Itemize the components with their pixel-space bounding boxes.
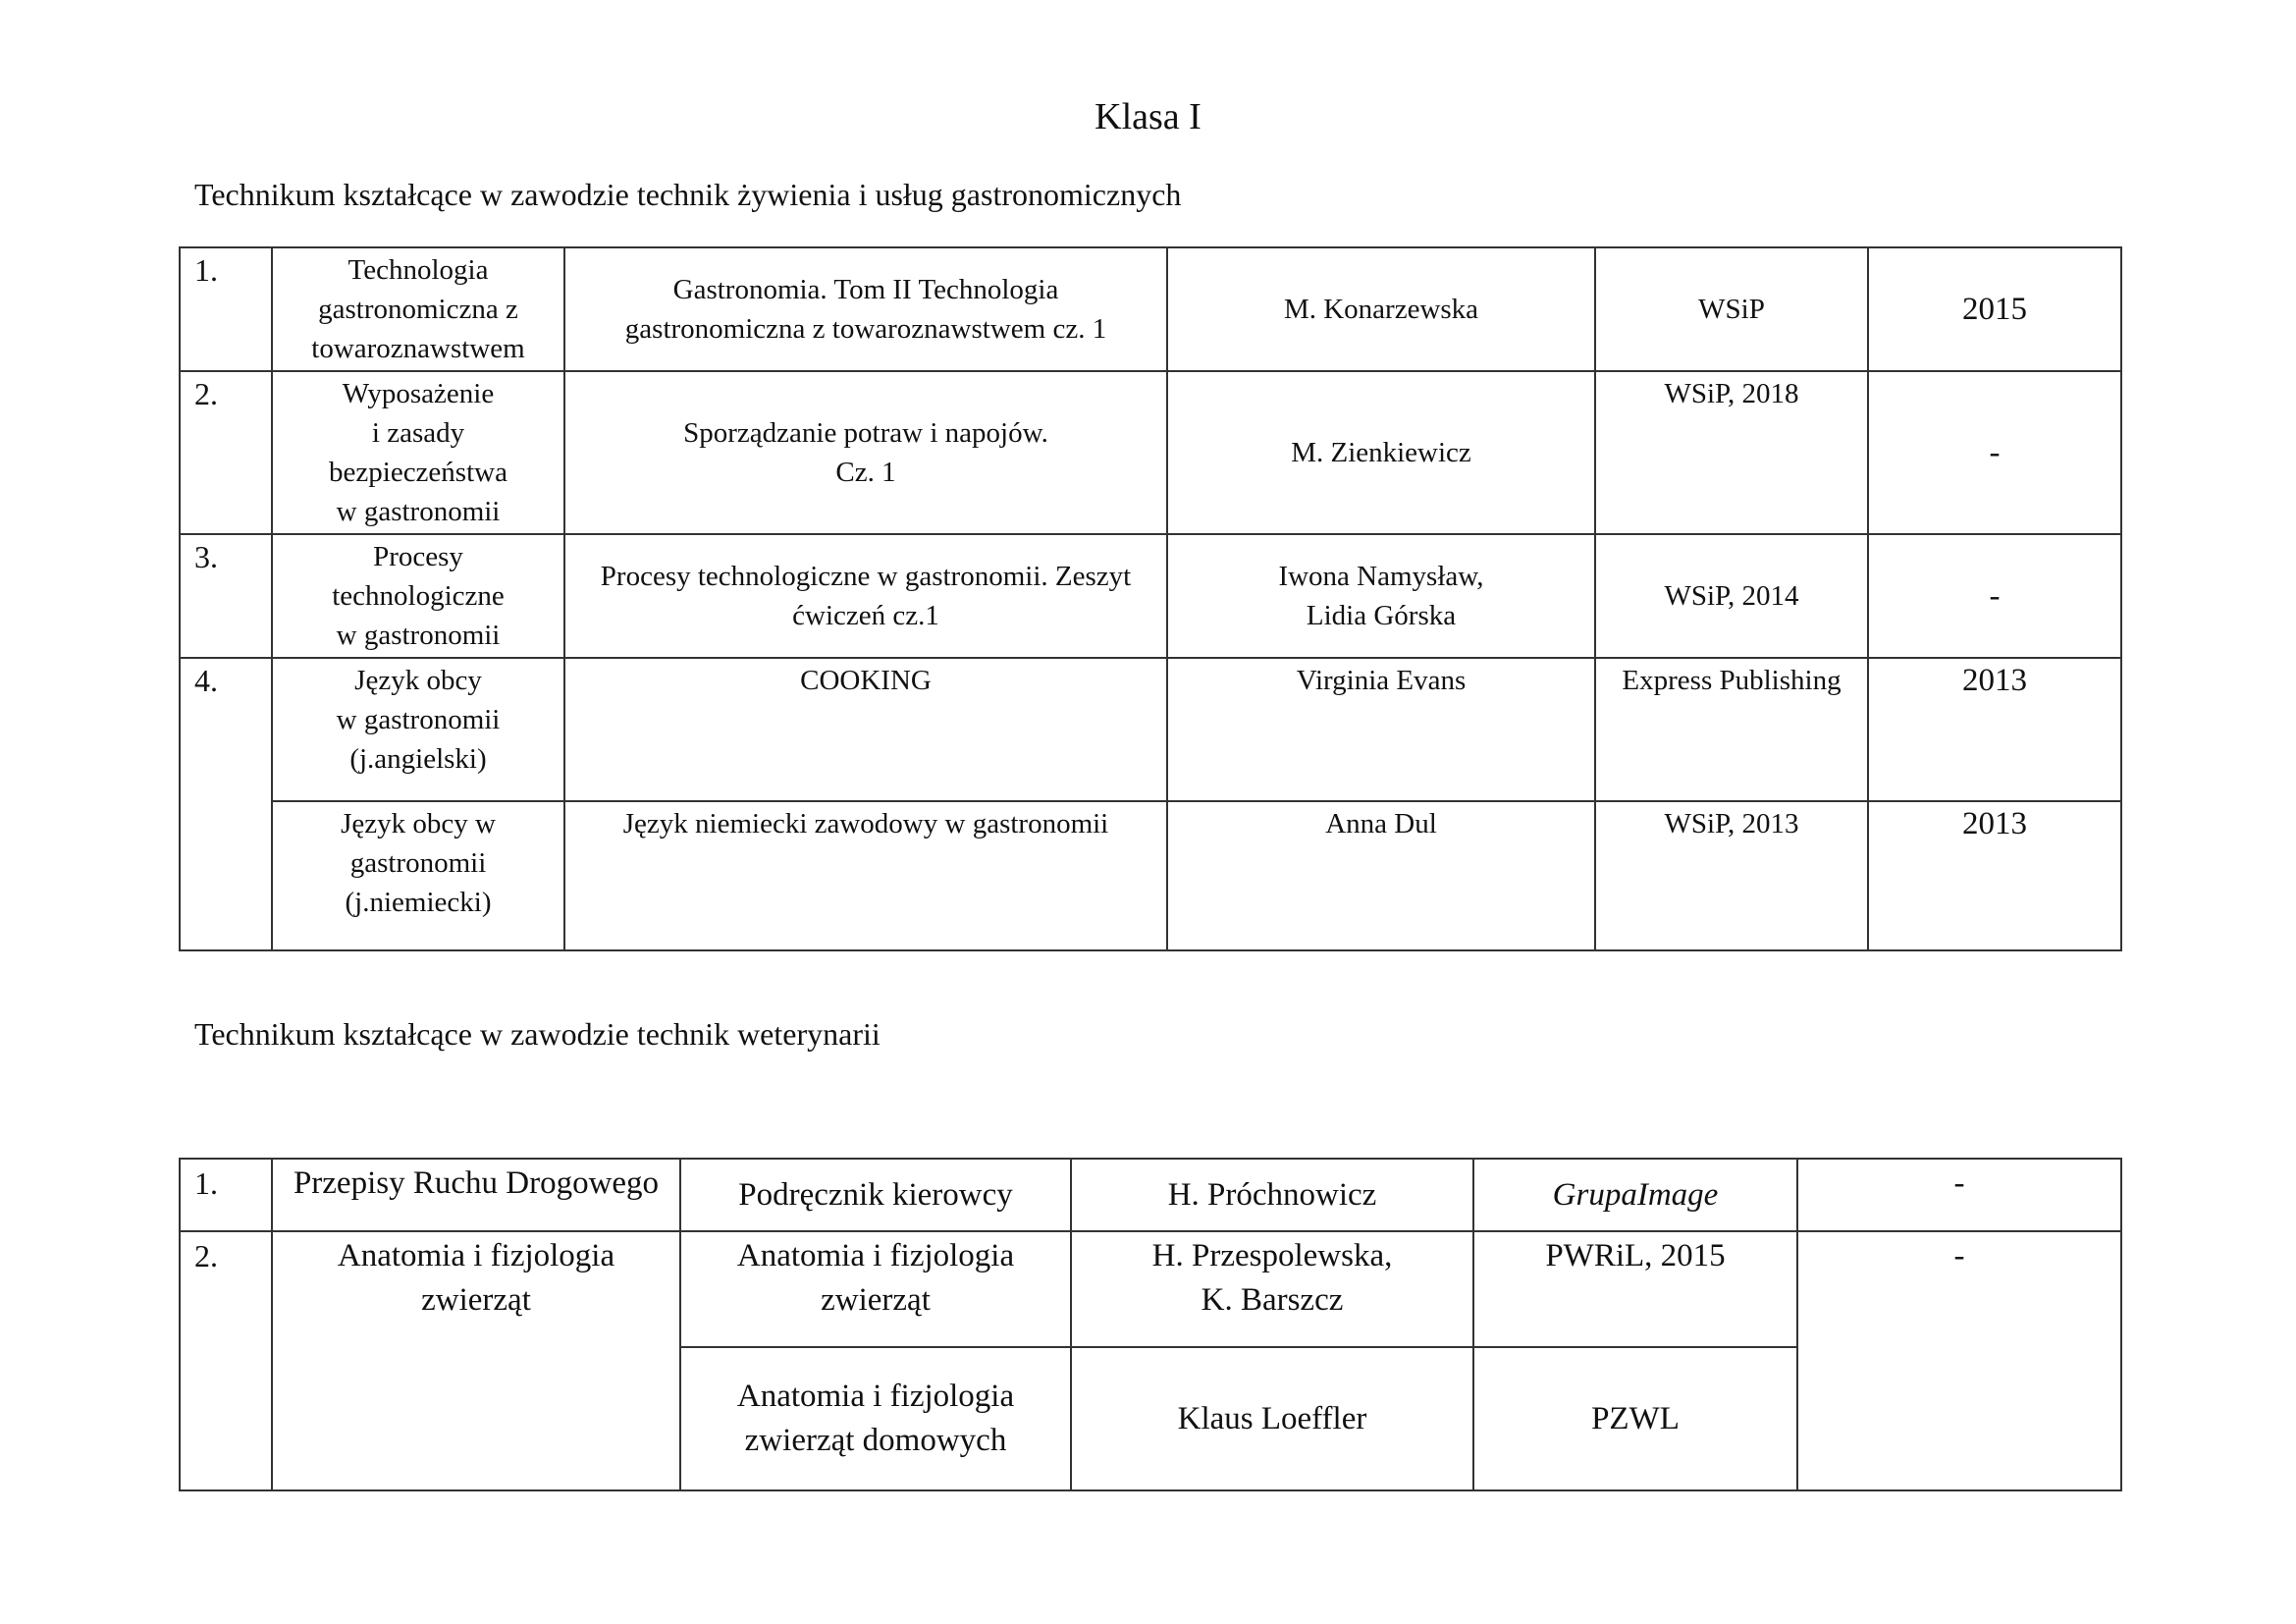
publisher-cell: PZWL — [1473, 1347, 1797, 1490]
book-title-cell: Sporządzanie potraw i napojów. Cz. 1 — [564, 371, 1167, 534]
year-cell: 2015 — [1868, 247, 2121, 371]
author-cell: H. Próchnowicz — [1071, 1159, 1473, 1231]
author-cell: M. Konarzewska — [1167, 247, 1595, 371]
table-row — [180, 1231, 2121, 1347]
table-row — [180, 658, 2121, 801]
year-cell: - — [1868, 371, 2121, 534]
table-row — [180, 801, 2121, 950]
year-cell: 2013 — [1868, 801, 2121, 950]
year-cell: - — [1797, 1159, 2121, 1231]
author-cell: Anna Dul — [1167, 801, 1595, 950]
book-title-cell: Anatomia i fizjologia zwierząt — [680, 1231, 1071, 1347]
page-title: Klasa I — [1095, 96, 1201, 137]
year-cell: - — [1797, 1231, 2121, 1490]
row-number: 3. — [180, 534, 272, 658]
row-number: 1. — [180, 247, 272, 371]
section-title-gastronomy: Technikum kształcące w zawodzie technik żywienia i usług gastronomicznych — [194, 177, 1182, 212]
book-title-cell: Anatomia i fizjologia zwierząt domowych — [680, 1347, 1071, 1490]
textbook-table-gastronomy — [179, 246, 2122, 951]
row-number: 2. — [180, 1231, 272, 1490]
subject-cell: Wyposażenie i zasady bezpieczeństwa w gastronomii — [272, 371, 564, 534]
year-cell: 2013 — [1868, 658, 2121, 801]
publisher-cell: WSiP — [1595, 247, 1868, 371]
table-row — [180, 371, 2121, 534]
subject-cell: Anatomia i fizjologia zwierząt — [272, 1231, 680, 1490]
book-title-cell: Procesy technologiczne w gastronomii. Zeszyt ćwiczeń cz.1 — [564, 534, 1167, 658]
table-row — [180, 247, 2121, 371]
author-cell: Klaus Loeffler — [1071, 1347, 1473, 1490]
subject-cell: Technologia gastronomiczna z towaroznawstwem — [272, 247, 564, 371]
subject-cell: Procesy technologiczne w gastronomii — [272, 534, 564, 658]
book-title-cell: Podręcznik kierowcy — [680, 1159, 1071, 1231]
table-row — [180, 534, 2121, 658]
publisher-cell: WSiP, 2018 — [1595, 371, 1868, 534]
publisher-cell: PWRiL, 2015 — [1473, 1231, 1797, 1347]
table-row — [180, 1159, 2121, 1231]
author-cell: Virginia Evans — [1167, 658, 1595, 801]
row-number: 1. — [180, 1159, 272, 1231]
subject-cell: Przepisy Ruchu Drogowego — [272, 1159, 680, 1231]
row-number: 2. — [180, 371, 272, 534]
author-cell: M. Zienkiewicz — [1167, 371, 1595, 534]
book-title-cell: COOKING — [564, 658, 1167, 801]
author-cell: H. Przespolewska, K. Barszcz — [1071, 1231, 1473, 1347]
publisher-cell: GrupaImage — [1473, 1159, 1797, 1231]
subject-cell: Język obcy w gastronomii (j.angielski) — [272, 658, 564, 801]
publisher-cell: WSiP, 2014 — [1595, 534, 1868, 658]
publisher-cell: Express Publishing — [1595, 658, 1868, 801]
author-cell: Iwona Namysław, Lidia Górska — [1167, 534, 1595, 658]
row-number: 4. — [180, 658, 272, 950]
book-title-cell: Gastronomia. Tom II Technologia gastronomiczna z towaroznawstwem cz. 1 — [564, 247, 1167, 371]
section-title-veterinary: Technikum kształcące w zawodzie technik weterynarii — [194, 1016, 881, 1052]
year-cell: - — [1868, 534, 2121, 658]
textbook-table-veterinary — [179, 1158, 2122, 1491]
publisher-cell: WSiP, 2013 — [1595, 801, 1868, 950]
book-title-cell: Język niemiecki zawodowy w gastronomii — [564, 801, 1167, 950]
subject-cell: Język obcy w gastronomii (j.niemiecki) — [272, 801, 564, 950]
